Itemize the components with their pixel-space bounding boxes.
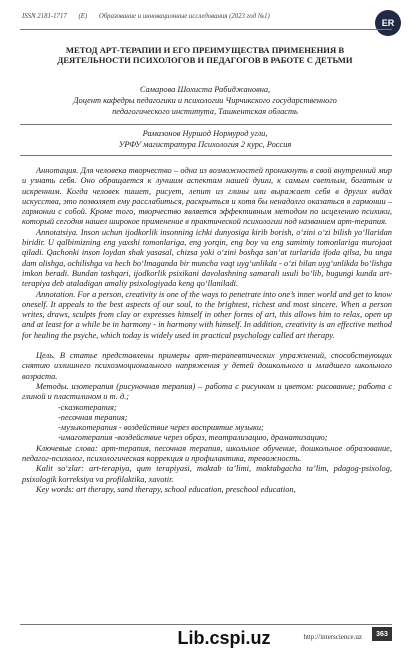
- author-block-2: [30, 128, 380, 150]
- abstract-en: Annotation. For a person, creativity is one of the ways to penetrate into one’s inner world and get to know oneself. It appeals to the best aspects of our soul, to the brightest, richest and most sincere. When a person writes, draws, sculpts from clay or expresses himself in other forms of art, this allows him to relax, open up and at least for a while be in harmony - in harmony with himself. In addition, creativity is an effective method for healing the psyche, which today is widely used in practical psychology called art therapy.: [22, 289, 392, 340]
- keywords-uz: Kalit so‘zlar: art-terapiya, qum terapiyasi, maktab ta’limi, maktabgacha ta’lim, pdagog-psixolog, psixologik korreksiya va profilaktika, xavotir.: [22, 464, 392, 484]
- list-item: -песочная терапия;: [58, 412, 128, 422]
- author-name-1: Самарова Шохиста Рабиджановна,: [139, 85, 271, 94]
- page-footer: [22, 625, 392, 648]
- journal-title: Образование и инновационные исследования (2023 год №1): [98, 13, 270, 20]
- issn: ISSN 2181-1717: [22, 13, 67, 20]
- keywords-ru: Ключевые слова: арт-терапия, песочная терапия, школьное обучение, дошкольное образование, педагог-психолог, психологическая коррекция и профилактика, тревожность.: [22, 443, 392, 464]
- abstract-ru: Аннотация. Для человека творчество – одна из возможностей проникнуть в свой внутренний мир и узнать себя. Оно обращается к лучшим аспектам нашей души, к самым светлым, богатым и искренним. Когда человек пишет, рисует, лепит из глины или выражает себя в других видах искусства, это позволяет ему расслабиться, раскрыться и хотя бы ненадолго оказаться в гармонии – гармонии с собой. Кроме того, творчество является эффективным методом по исцелению психики, который сегодня нашел широкое применение в практической психологии под названием арт-терапия.: [22, 166, 392, 227]
- header-rule: [20, 29, 392, 30]
- journal-url[interactable]: http://interscience.uz: [303, 633, 362, 641]
- list-item: -сказкотерапия;: [58, 402, 117, 412]
- article-body: [22, 166, 392, 495]
- author-rule-bottom: [20, 155, 392, 156]
- keywords-en: Key words: art therapy, sand therapy, school education, preschool education,: [36, 484, 296, 494]
- site-watermark: Lib.cspi.uz: [177, 628, 271, 648]
- author-affiliation-1b: педагогического института, Ташкентская область: [112, 107, 298, 116]
- list-item: -имаготерапия -воздействие через образ, театрализацию, драматизацию;: [58, 433, 328, 443]
- methods-text: Методы. изотерапия (рисуночная терапия) – работа с рисунком и цветом: рисование; работа с глиной и пластилином и т. д.;: [22, 381, 392, 402]
- abstract-uz: Annotatsiya. Inson uchun ijodkorlik insonning ichki dunyosiga kirib borish, o‘zini o‘zi bilish yo‘llaridan biridir. U qalbimizning eng yaxshi tomonlariga, eng yorqin, eng boy va eng samimiy tomonlariga murojaat qiladi. Qachonki inson loydan shak yasasal, chizsa yoki o‘zini boshqa san’at turlarida ifoda qilsa, bu unga dam olishga, ochilishga va hech bo‘lmaganda bir muncha vaqt uyg‘unlikda - o‘zi bilan uyg‘unlikda bo‘lishga imkon beradi. Bundan tashqari, ijodkorlik psixikani davolashning samarali usuli bo‘lib, bugungi kunda art-terapiya deb ataladigan amaliy psixologiyada keng qo‘llaniladi.: [22, 227, 392, 289]
- article-title: МЕТОД АРТ-ТЕРАПИИ И ЕГО ПРЕИМУЩЕСТВА ПРИМЕНЕНИЯ В ДЕЯТЕЛЬНОСТИ ПСИХОЛОГОВ И ПЕДАГОГОВ В РАБОТЕ С ДЕТЬМИ: [57, 45, 353, 65]
- list-item: -музыкотерапия - воздействие через восприятие музыки;: [58, 423, 264, 433]
- goal-text: Цель. В статье представлены примеры арт-терапевтических упражнений, способствующих снятию излишнего психоэмоционального напряжения у детей дошкольного и младшего школьного возраста.: [22, 351, 392, 381]
- author-block-1: [30, 84, 380, 117]
- author-name-2: Рамазонов Нуршод Нормурод угли,: [142, 129, 268, 138]
- issn-code: (E): [78, 13, 88, 20]
- author-rule-top: [20, 124, 392, 125]
- author-affiliation-2: УРФУ магистратура Психология 2 курс, Россия: [118, 140, 292, 149]
- page-number: 363: [372, 627, 392, 641]
- author-affiliation-1a: Доцент кафедры педагогики и психологии Чирчикского государственного: [73, 96, 337, 105]
- journal-logo-icon: ER: [375, 10, 401, 36]
- journal-header: [22, 13, 392, 27]
- methods-list: [22, 403, 392, 444]
